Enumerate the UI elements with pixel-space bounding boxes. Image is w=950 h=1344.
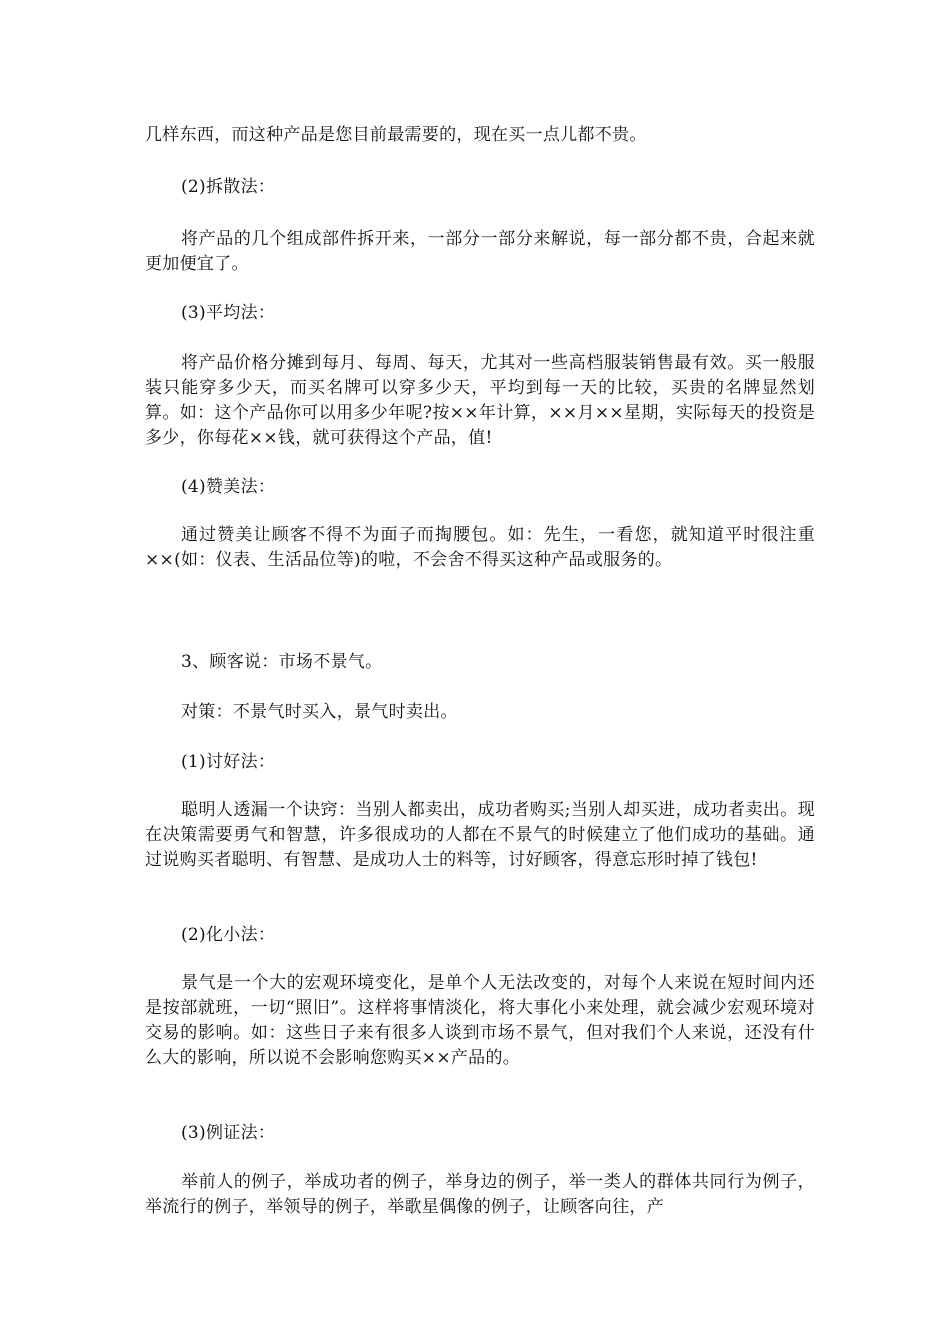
paragraph: 聪明人透漏一个诀窍：当别人都卖出，成功者购买;当别人却买进，成功者卖出。现在决策需要勇气和智慧，许多很成功的人都在不景气的时候建立了他们成功的基础。通过说购买者聪明、有智慧、是成功人士的料等，讨好顾客，得意忘形时掉了钱包! — [145, 800, 815, 870]
paragraph: 对策：不景气时买入，景气时卖出。 — [181, 702, 458, 722]
section-heading: (3)例证法： — [181, 1123, 276, 1143]
section-heading: (4)赞美法： — [181, 477, 276, 497]
paragraph: 举前人的例子，举成功者的例子，举身边的例子，举一类人的群体共同行为例子，举流行的例子，举领导的例子，举歌星偶像的例子，让顾客向往，产 — [145, 1172, 815, 1217]
paragraph: 通过赞美让顾客不得不为面子而掏腰包。如：先生，一看您，就知道平时很注重××(如：仪表、生活品位等)的啦，不会舍不得买这种产品或服务的。 — [145, 525, 815, 570]
section-heading: (2)拆散法： — [181, 177, 276, 197]
section-heading: 3、顾客说：市场不景气。 — [181, 652, 383, 672]
section-heading: (1)讨好法： — [181, 752, 276, 772]
paragraph: 几样东西，而这种产品是您目前最需要的，现在买一点儿都不贵。 — [145, 125, 647, 145]
section-heading: (2)化小法： — [181, 925, 276, 945]
paragraph: 将产品的几个组成部件拆开来，一部分一部分来解说，每一部分都不贵，合起来就更加便宜了。 — [145, 229, 815, 274]
paragraph: 景气是一个大的宏观环境变化，是单个人无法改变的，对每个人来说在短时间内还是按部就班，一切“照旧”。这样将事情淡化，将大事化小来处理，就会减少宏观环境对交易的影响。如：这些日子来有很多人谈到市场不景气，但对我们个人来说，还没有什么大的影响，所以说不会影响您购买××产品的。 — [145, 973, 815, 1068]
paragraph: 将产品价格分摊到每月、每周、每天，尤其对一些高档服装销售最有效。买一般服装只能穿多少天，而买名牌可以穿多少天，平均到每一天的比较，买贵的名牌显然划算。如：这个产品你可以用多少年呢?按××年计算，××月××星期，实际每天的投资是多少，你每花××钱，就可获得这个产品，值! — [145, 353, 815, 448]
section-heading: (3)平均法： — [181, 303, 276, 323]
